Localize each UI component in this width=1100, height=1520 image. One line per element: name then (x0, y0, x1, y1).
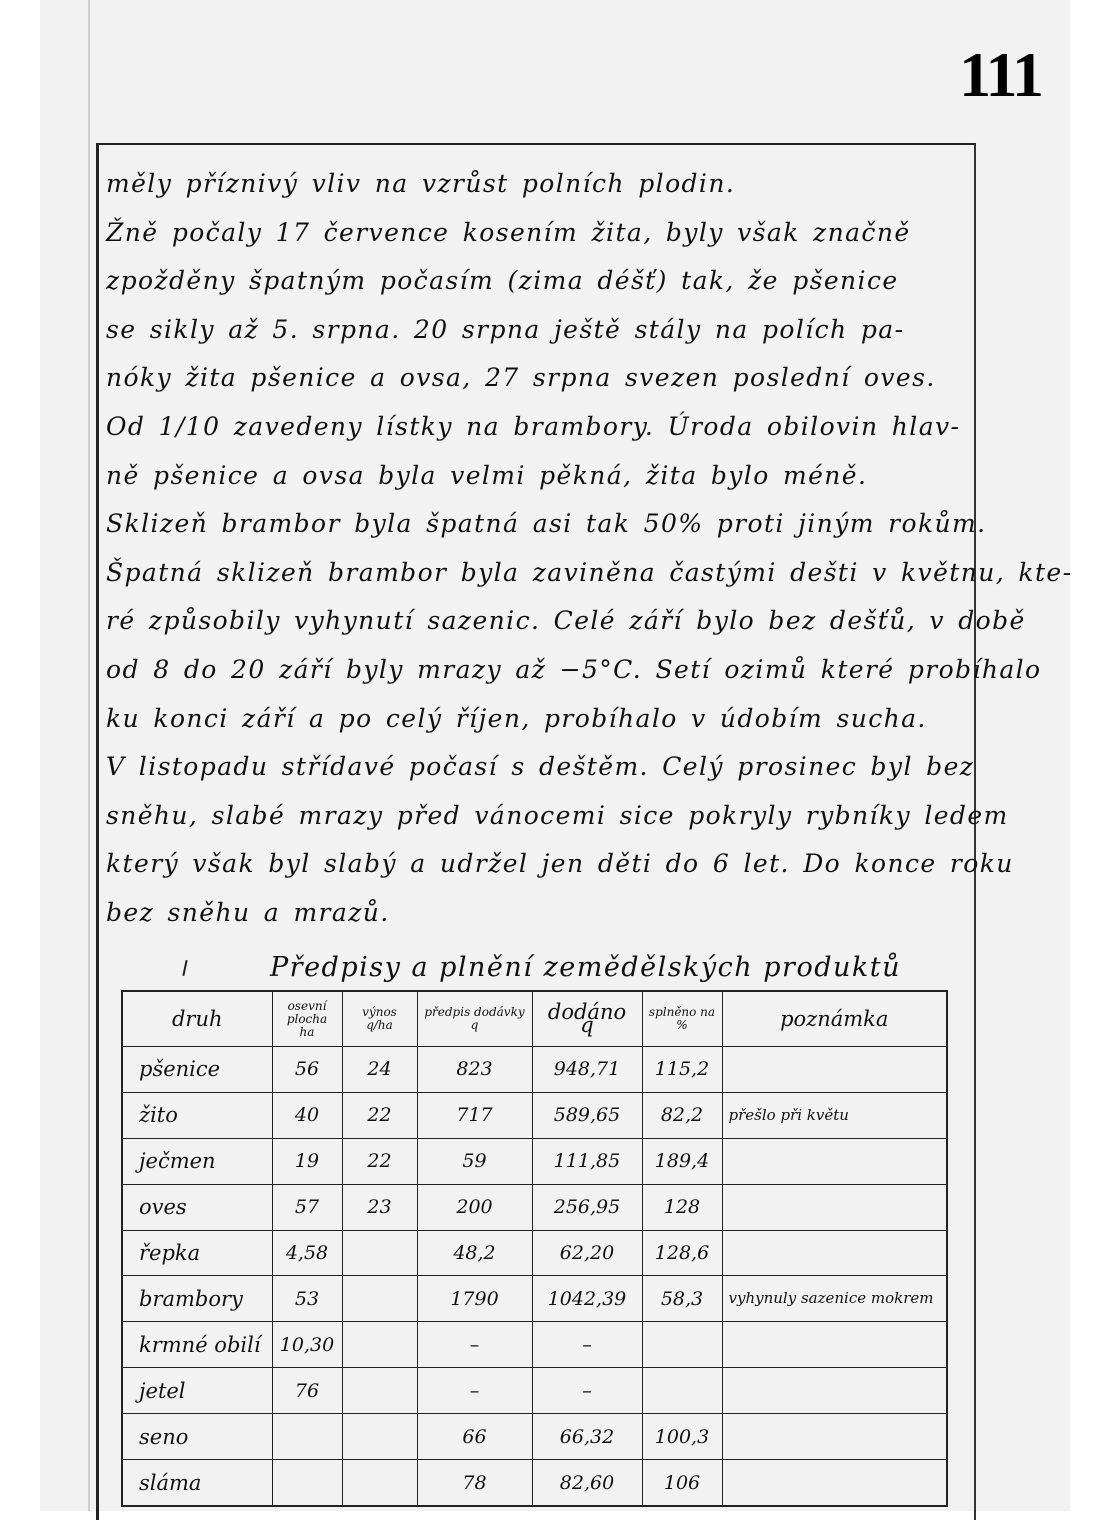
cell-delivered: 111,85 (532, 1138, 642, 1184)
cell-area: 4,58 (272, 1230, 342, 1276)
cell-quota: 48,2 (417, 1230, 532, 1276)
cell-delivered: 1042,39 (532, 1276, 642, 1322)
cell-yield (342, 1276, 417, 1322)
cell-fulfilled: 115,2 (642, 1047, 722, 1093)
cell-fulfilled: 128,6 (642, 1230, 722, 1276)
cell-fulfilled (642, 1368, 722, 1414)
cell-area: 56 (272, 1047, 342, 1093)
cell-crop: pšenice (122, 1047, 272, 1093)
table-header-row (122, 991, 947, 1047)
table-row (122, 1460, 947, 1506)
cell-crop: oves (122, 1184, 272, 1230)
cell-area: 57 (272, 1184, 342, 1230)
cell-area: 76 (272, 1368, 342, 1414)
header-quota: předpis dodávky q (417, 991, 532, 1047)
text-line: Žně počaly 17 července kosením žita, byly však značně (106, 217, 911, 247)
cell-yield: 22 (342, 1138, 417, 1184)
text-line: od 8 do 20 září byly mrazy až −5°C. Setí ozimů které probíhalo (106, 654, 1042, 684)
cell-note (722, 1414, 947, 1460)
cell-crop: ječmen (122, 1138, 272, 1184)
cell-yield (342, 1414, 417, 1460)
table-title: Předpisy a plnění zemědělských produktů (270, 952, 901, 983)
table-row (122, 1184, 947, 1230)
cell-yield (342, 1368, 417, 1414)
cell-note (722, 1368, 947, 1414)
text-line: Od 1/10 zavedeny lístky na brambory. Úroda obilovin hlav- (106, 411, 961, 441)
cell-note (722, 1460, 947, 1506)
cell-crop: řepka (122, 1230, 272, 1276)
text-line: se sikly až 5. srpna. 20 srpna ještě stály na polích pa- (106, 314, 905, 344)
cell-crop: žito (122, 1092, 272, 1138)
header-fulfilled: splněno na % (642, 991, 722, 1047)
cell-quota: 66 (417, 1414, 532, 1460)
table-row (122, 1368, 947, 1414)
cell-fulfilled: 128 (642, 1184, 722, 1230)
cell-quota: 823 (417, 1047, 532, 1093)
cell-delivered: 82,60 (532, 1460, 642, 1506)
cell-area (272, 1460, 342, 1506)
cell-delivered: 256,95 (532, 1184, 642, 1230)
table-row (122, 1414, 947, 1460)
cell-fulfilled (642, 1322, 722, 1368)
table-row (122, 1047, 947, 1093)
text-line: zpožděny špatným počasím (zima déšť) tak, že pšenice (106, 266, 899, 296)
text-line: V listopadu střídavé počasí s deštěm. Celý prosinec byl bez (106, 752, 975, 782)
cell-fulfilled: 100,3 (642, 1414, 722, 1460)
table-row (122, 1092, 947, 1138)
cell-delivered: 62,20 (532, 1230, 642, 1276)
cell-yield: 22 (342, 1092, 417, 1138)
cell-note (722, 1047, 947, 1093)
cell-crop: sláma (122, 1460, 272, 1506)
cell-yield: 23 (342, 1184, 417, 1230)
table-row (122, 1322, 947, 1368)
cell-area: 53 (272, 1276, 342, 1322)
header-crop: druh (122, 991, 272, 1047)
table-row (122, 1138, 947, 1184)
cell-yield (342, 1460, 417, 1506)
cell-quota: 717 (417, 1092, 532, 1138)
header-yield: výnos q/ha (342, 991, 417, 1047)
cell-fulfilled: 106 (642, 1460, 722, 1506)
cell-crop: jetel (122, 1368, 272, 1414)
cell-yield (342, 1230, 417, 1276)
cell-quota: – (417, 1368, 532, 1414)
cell-area: 10,30 (272, 1322, 342, 1368)
table-row (122, 1276, 947, 1322)
text-line: nóky žita pšenice a ovsa, 27 srpna svezen poslední oves. (106, 363, 936, 393)
header-note: poznámka (722, 991, 947, 1047)
cell-crop: brambory (122, 1276, 272, 1322)
text-line: ku konci září a po celý říjen, probíhalo v údobím sucha. (106, 703, 927, 733)
cell-delivered: 948,71 (532, 1047, 642, 1093)
table-row (122, 1230, 947, 1276)
text-line: Špatná sklizeň brambor byla zaviněna častými dešti v květnu, kte- (106, 557, 1073, 587)
table-body (122, 1047, 947, 1507)
text-line: bez sněhu a mrazů. (106, 897, 390, 927)
cell-area (272, 1414, 342, 1460)
cell-delivered: 589,65 (532, 1092, 642, 1138)
cell-note: přešlo při květu (722, 1092, 947, 1138)
cell-note: vyhynuly sazenice mokrem (722, 1276, 947, 1322)
cell-note (722, 1322, 947, 1368)
cell-quota: 1790 (417, 1276, 532, 1322)
cell-yield: 24 (342, 1047, 417, 1093)
cell-delivered: 66,32 (532, 1414, 642, 1460)
header-delivered: dodáno q (532, 991, 642, 1047)
cell-area: 40 (272, 1092, 342, 1138)
cell-quota: 200 (417, 1184, 532, 1230)
cell-crop: krmné obilí (122, 1322, 272, 1368)
cell-note (722, 1230, 947, 1276)
text-line: ré způsobily vyhynutí sazenic. Celé září bylo bez dešťů, v době (106, 606, 1026, 636)
text-line: sněhu, slabé mrazy před vánocemi sice pokryly rybníky ledem (106, 800, 1009, 830)
page-number: 111 (959, 39, 1042, 110)
cell-quota: 78 (417, 1460, 532, 1506)
chronicle-text (106, 160, 1073, 938)
cell-fulfilled: 189,4 (642, 1138, 722, 1184)
text-line: měly příznivý vliv na vzrůst polních plodin. (106, 169, 736, 198)
cell-delivered: – (532, 1322, 642, 1368)
text-line: ně pšenice a ovsa byla velmi pěkná, žita bylo méně. (106, 460, 868, 490)
cell-fulfilled: 58,3 (642, 1276, 722, 1322)
cell-area: 19 (272, 1138, 342, 1184)
cell-yield (342, 1322, 417, 1368)
cell-note (722, 1138, 947, 1184)
cell-quota: 59 (417, 1138, 532, 1184)
cell-quota: – (417, 1322, 532, 1368)
header-area: osevní plocha ha (272, 991, 342, 1047)
cell-crop: seno (122, 1414, 272, 1460)
text-line: Sklizeň brambor byla špatná asi tak 50% proti jiným rokům. (106, 509, 987, 539)
cell-delivered: – (532, 1368, 642, 1414)
cell-fulfilled: 82,2 (642, 1092, 722, 1138)
cell-note (722, 1184, 947, 1230)
text-line: který však byl slabý a udržel jen děti do 6 let. Do konce roku (106, 849, 1014, 879)
production-table (121, 990, 948, 1507)
